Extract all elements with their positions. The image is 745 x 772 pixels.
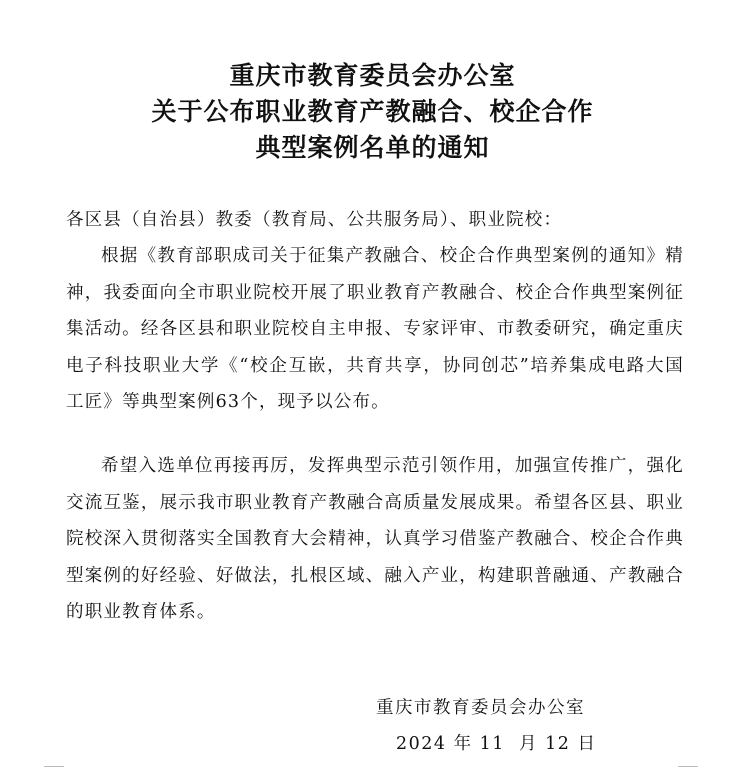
- body-paragraph-2: 希望入选单位再接再厉，发挥典型示范引领作用，加强宣传推广，强化交流互鉴，展示我市职业教育产教融合高质量发展成果。希望各区县、职业院校深入贯彻落实全国教育大会精神，认真学习借鉴产教融合、校企合作典型案例的好经验、好做法，扎根区域、融入产业，构建职普融通、产教融合的职业教育体系。: [66, 456, 684, 623]
- signature-date: 2024 年 11 月 12 日: [396, 734, 597, 754]
- page-corner-mark-right: [678, 766, 698, 767]
- body-paragraph-1: 根据《教育部职成司关于征集产教融合、校企合作典型案例的通知》精神，我委面向全市职业院校开展了职业教育产教融合、校企合作典型案例征集活动。经各区县和职业院校自主申报、专家评审、市教委研究，确定重庆电子科技职业大学《“校企互嵌，共育共享，协同创芯”培养集成电路大国工匠》等典型案例63个，现予以公布。: [66, 246, 684, 413]
- document-title-line-1: 重庆市教育委员会办公室: [229, 61, 516, 90]
- document-title-line-2: 关于公布职业教育产教融合、校企合作: [151, 97, 594, 126]
- page-corner-mark-left: [44, 766, 64, 767]
- signature-organization: 重庆市教育委员会办公室: [376, 698, 585, 718]
- document-title-line-3: 典型案例名单的通知: [255, 133, 490, 162]
- salutation: 各区县（自治县）教委（教育局、公共服务局）、职业院校：: [66, 210, 563, 230]
